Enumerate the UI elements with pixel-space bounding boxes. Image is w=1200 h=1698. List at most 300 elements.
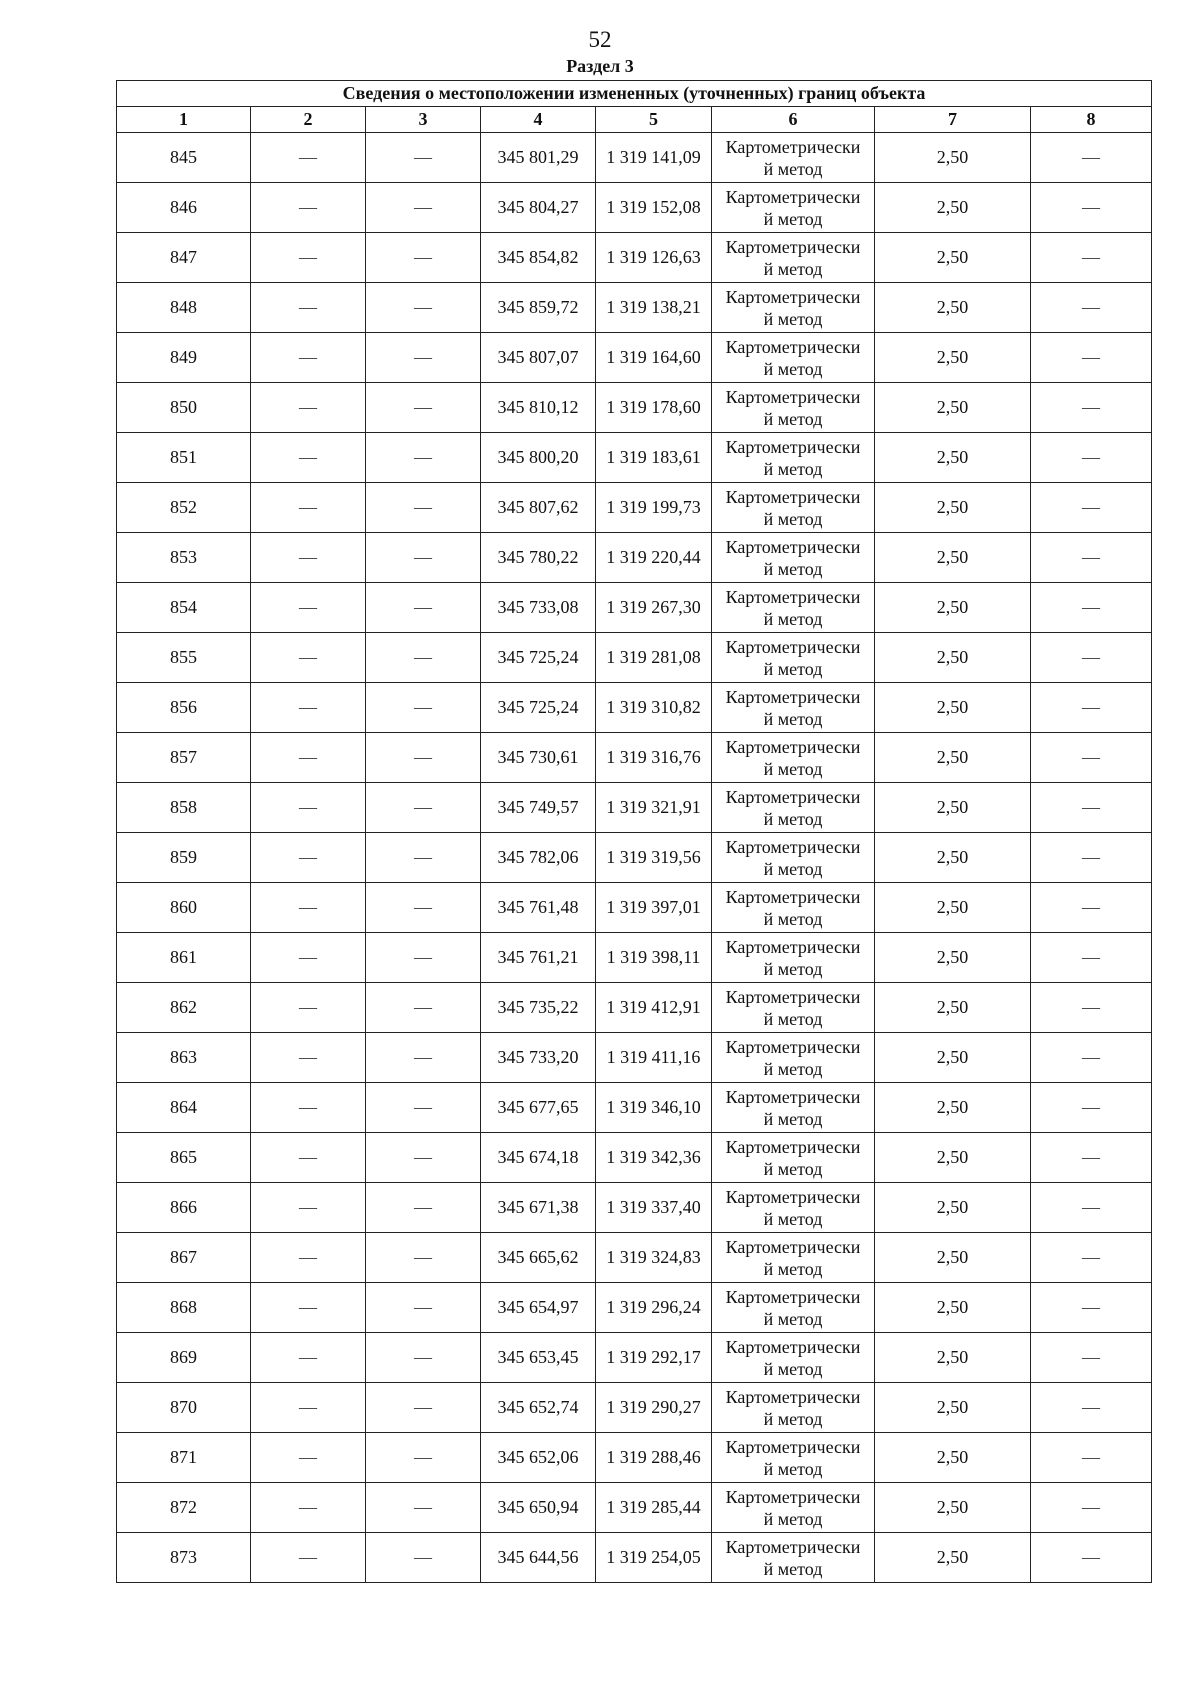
x-coordinate-cell: 345 730,61: [481, 733, 596, 783]
table-row: [117, 383, 1152, 433]
table-row: [117, 983, 1152, 1033]
point-number-cell: 859: [117, 833, 251, 883]
column-2-cell: —: [251, 383, 366, 433]
method-text-line-2: й метод: [763, 358, 823, 379]
method-text-line-2: й метод: [763, 1108, 823, 1129]
column-3-cell: —: [366, 1533, 481, 1583]
table-row: [117, 833, 1152, 883]
column-8-cell: —: [1031, 783, 1152, 833]
column-2-cell: —: [251, 983, 366, 1033]
method-cell: [712, 983, 875, 1033]
column-3-cell: —: [366, 1333, 481, 1383]
column-3-cell: —: [366, 633, 481, 683]
column-8-cell: —: [1031, 283, 1152, 333]
point-number-cell: 867: [117, 1233, 251, 1283]
method-cell: [712, 283, 875, 333]
accuracy-cell: 2,50: [875, 533, 1031, 583]
table-row: [117, 783, 1152, 833]
column-8-cell: —: [1031, 883, 1152, 933]
column-2-cell: —: [251, 433, 366, 483]
x-coordinate-cell: 345 801,29: [481, 133, 596, 183]
column-3-cell: —: [366, 533, 481, 583]
y-coordinate-cell: 1 319 164,60: [596, 333, 712, 383]
point-number-cell: 864: [117, 1083, 251, 1133]
accuracy-cell: 2,50: [875, 783, 1031, 833]
y-coordinate-cell: 1 319 310,82: [596, 683, 712, 733]
y-coordinate-cell: 1 319 254,05: [596, 1533, 712, 1583]
x-coordinate-cell: 345 733,20: [481, 1033, 596, 1083]
point-number-cell: 872: [117, 1483, 251, 1533]
method-cell: [712, 183, 875, 233]
method-text-line-2: й метод: [763, 758, 823, 779]
column-3-cell: —: [366, 583, 481, 633]
x-coordinate-cell: 345 761,48: [481, 883, 596, 933]
y-coordinate-cell: 1 319 126,63: [596, 233, 712, 283]
method-text-line-2: й метод: [763, 408, 823, 429]
accuracy-cell: 2,50: [875, 1083, 1031, 1133]
method-text-line-1: Картометрически: [725, 736, 861, 757]
column-2-cell: —: [251, 1083, 366, 1133]
column-8-cell: —: [1031, 1383, 1152, 1433]
y-coordinate-cell: 1 319 346,10: [596, 1083, 712, 1133]
point-number-cell: 862: [117, 983, 251, 1033]
column-number-row: [117, 107, 1152, 133]
y-coordinate-cell: 1 319 319,56: [596, 833, 712, 883]
point-number-cell: 858: [117, 783, 251, 833]
accuracy-cell: 2,50: [875, 1333, 1031, 1383]
column-header-6: 6: [712, 107, 875, 133]
accuracy-cell: 2,50: [875, 1233, 1031, 1283]
accuracy-cell: 2,50: [875, 833, 1031, 883]
y-coordinate-cell: 1 319 138,21: [596, 283, 712, 333]
column-3-cell: —: [366, 883, 481, 933]
column-3-cell: —: [366, 783, 481, 833]
column-2-cell: —: [251, 133, 366, 183]
column-3-cell: —: [366, 483, 481, 533]
table-caption: Сведения о местоположении измененных (уточненных) границ объекта: [117, 81, 1152, 107]
table-row: [117, 433, 1152, 483]
table-row: [117, 1483, 1152, 1533]
x-coordinate-cell: 345 725,24: [481, 683, 596, 733]
x-coordinate-cell: 345 810,12: [481, 383, 596, 433]
method-text-line-2: й метод: [763, 558, 823, 579]
column-header-5: 5: [596, 107, 712, 133]
y-coordinate-cell: 1 319 337,40: [596, 1183, 712, 1233]
point-number-cell: 855: [117, 633, 251, 683]
point-number-cell: 854: [117, 583, 251, 633]
method-text-line-1: Картометрически: [725, 1536, 861, 1557]
accuracy-cell: 2,50: [875, 333, 1031, 383]
x-coordinate-cell: 345 761,21: [481, 933, 596, 983]
table-row: [117, 1183, 1152, 1233]
table-row: [117, 533, 1152, 583]
y-coordinate-cell: 1 319 342,36: [596, 1133, 712, 1183]
table-row: [117, 883, 1152, 933]
method-text-line-1: Картометрически: [725, 1486, 861, 1507]
column-8-cell: —: [1031, 1133, 1152, 1183]
method-cell: [712, 1233, 875, 1283]
method-cell: [712, 883, 875, 933]
method-text-line-1: Картометрически: [725, 336, 861, 357]
method-text-line-2: й метод: [763, 858, 823, 879]
table-row: [117, 1083, 1152, 1133]
column-8-cell: —: [1031, 1083, 1152, 1133]
column-8-cell: —: [1031, 1033, 1152, 1083]
column-3-cell: —: [366, 283, 481, 333]
method-text-line-1: Картометрически: [725, 1236, 861, 1257]
table-row: [117, 333, 1152, 383]
accuracy-cell: 2,50: [875, 683, 1031, 733]
column-2-cell: —: [251, 533, 366, 583]
method-text-line-1: Картометрически: [725, 836, 861, 857]
y-coordinate-cell: 1 319 285,44: [596, 1483, 712, 1533]
y-coordinate-cell: 1 319 141,09: [596, 133, 712, 183]
table-row: [117, 1433, 1152, 1483]
method-cell: [712, 633, 875, 683]
accuracy-cell: 2,50: [875, 483, 1031, 533]
column-header-3: 3: [366, 107, 481, 133]
method-text-line-2: й метод: [763, 958, 823, 979]
method-cell: [712, 1183, 875, 1233]
method-cell: [712, 833, 875, 883]
method-text-line-1: Картометрически: [725, 1036, 861, 1057]
y-coordinate-cell: 1 319 220,44: [596, 533, 712, 583]
method-text-line-2: й метод: [763, 1208, 823, 1229]
method-cell: [712, 533, 875, 583]
method-cell: [712, 433, 875, 483]
accuracy-cell: 2,50: [875, 583, 1031, 633]
x-coordinate-cell: 345 749,57: [481, 783, 596, 833]
column-header-8: 8: [1031, 107, 1152, 133]
y-coordinate-cell: 1 319 183,61: [596, 433, 712, 483]
y-coordinate-cell: 1 319 199,73: [596, 483, 712, 533]
table-row: [117, 583, 1152, 633]
accuracy-cell: 2,50: [875, 1533, 1031, 1583]
column-3-cell: —: [366, 333, 481, 383]
method-text-line-2: й метод: [763, 1008, 823, 1029]
method-cell: [712, 383, 875, 433]
method-cell: [712, 933, 875, 983]
y-coordinate-cell: 1 319 267,30: [596, 583, 712, 633]
method-text-line-1: Картометрически: [725, 986, 861, 1007]
column-8-cell: —: [1031, 933, 1152, 983]
method-text-line-1: Картометрически: [725, 786, 861, 807]
column-8-cell: —: [1031, 1283, 1152, 1333]
method-text-line-2: й метод: [763, 508, 823, 529]
column-8-cell: —: [1031, 1233, 1152, 1283]
point-number-cell: 847: [117, 233, 251, 283]
section-title: Раздел 3: [566, 56, 634, 76]
column-2-cell: —: [251, 1033, 366, 1083]
table-row: [117, 933, 1152, 983]
y-coordinate-cell: 1 319 316,76: [596, 733, 712, 783]
method-text-line-1: Картометрически: [725, 536, 861, 557]
method-text-line-1: Картометрически: [725, 1186, 861, 1207]
column-8-cell: —: [1031, 1483, 1152, 1533]
point-number-cell: 848: [117, 283, 251, 333]
method-text-line-2: й метод: [763, 1458, 823, 1479]
x-coordinate-cell: 345 807,07: [481, 333, 596, 383]
x-coordinate-cell: 345 733,08: [481, 583, 596, 633]
point-number-cell: 865: [117, 1133, 251, 1183]
point-number-cell: 853: [117, 533, 251, 583]
method-text-line-1: Картометрически: [725, 186, 861, 207]
method-text-line-2: й метод: [763, 908, 823, 929]
method-text-line-2: й метод: [763, 158, 823, 179]
accuracy-cell: 2,50: [875, 1383, 1031, 1433]
x-coordinate-cell: 345 671,38: [481, 1183, 596, 1233]
accuracy-cell: 2,50: [875, 133, 1031, 183]
method-cell: [712, 333, 875, 383]
method-cell: [712, 1383, 875, 1433]
y-coordinate-cell: 1 319 296,24: [596, 1283, 712, 1333]
table-row: [117, 1533, 1152, 1583]
method-cell: [712, 483, 875, 533]
x-coordinate-cell: 345 650,94: [481, 1483, 596, 1533]
column-2-cell: —: [251, 933, 366, 983]
method-text-line-1: Картометрически: [725, 686, 861, 707]
method-text-line-1: Картометрически: [725, 936, 861, 957]
column-3-cell: —: [366, 733, 481, 783]
column-2-cell: —: [251, 683, 366, 733]
table-row: [117, 133, 1152, 183]
method-text-line-2: й метод: [763, 608, 823, 629]
column-3-cell: —: [366, 233, 481, 283]
method-text-line-1: Картометрически: [725, 636, 861, 657]
table-row: [117, 1033, 1152, 1083]
column-2-cell: —: [251, 883, 366, 933]
page-number: 52: [588, 27, 612, 52]
method-cell: [712, 1133, 875, 1183]
method-text-line-2: й метод: [763, 658, 823, 679]
column-8-cell: —: [1031, 1183, 1152, 1233]
column-2-cell: —: [251, 333, 366, 383]
column-3-cell: —: [366, 683, 481, 733]
table-row: [117, 1133, 1152, 1183]
column-2-cell: —: [251, 1133, 366, 1183]
method-cell: [712, 733, 875, 783]
x-coordinate-cell: 345 677,65: [481, 1083, 596, 1133]
column-8-cell: —: [1031, 483, 1152, 533]
x-coordinate-cell: 345 665,62: [481, 1233, 596, 1283]
point-number-cell: 863: [117, 1033, 251, 1083]
accuracy-cell: 2,50: [875, 1183, 1031, 1233]
column-8-cell: —: [1031, 833, 1152, 883]
method-text-line-2: й метод: [763, 1408, 823, 1429]
method-text-line-1: Картометрически: [725, 236, 861, 257]
y-coordinate-cell: 1 319 411,16: [596, 1033, 712, 1083]
column-8-cell: —: [1031, 1533, 1152, 1583]
method-cell: [712, 1283, 875, 1333]
column-2-cell: —: [251, 283, 366, 333]
y-coordinate-cell: 1 319 397,01: [596, 883, 712, 933]
table-row: [117, 233, 1152, 283]
x-coordinate-cell: 345 674,18: [481, 1133, 596, 1183]
column-8-cell: —: [1031, 383, 1152, 433]
column-8-cell: —: [1031, 533, 1152, 583]
point-number-cell: 868: [117, 1283, 251, 1333]
method-text-line-2: й метод: [763, 208, 823, 229]
x-coordinate-cell: 345 653,45: [481, 1333, 596, 1383]
y-coordinate-cell: 1 319 321,91: [596, 783, 712, 833]
column-3-cell: —: [366, 183, 481, 233]
point-number-cell: 860: [117, 883, 251, 933]
x-coordinate-cell: 345 780,22: [481, 533, 596, 583]
method-text-line-2: й метод: [763, 1158, 823, 1179]
column-3-cell: —: [366, 1483, 481, 1533]
column-3-cell: —: [366, 433, 481, 483]
column-2-cell: —: [251, 833, 366, 883]
column-3-cell: —: [366, 1233, 481, 1283]
x-coordinate-cell: 345 654,97: [481, 1283, 596, 1333]
column-2-cell: —: [251, 583, 366, 633]
column-2-cell: —: [251, 1383, 366, 1433]
method-text-line-2: й метод: [763, 258, 823, 279]
column-header-2: 2: [251, 107, 366, 133]
method-text-line-1: Картометрически: [725, 586, 861, 607]
column-8-cell: —: [1031, 583, 1152, 633]
y-coordinate-cell: 1 319 152,08: [596, 183, 712, 233]
column-2-cell: —: [251, 1483, 366, 1533]
column-2-cell: —: [251, 1333, 366, 1383]
method-text-line-1: Картометрически: [725, 1336, 861, 1357]
x-coordinate-cell: 345 859,72: [481, 283, 596, 333]
method-text-line-2: й метод: [763, 308, 823, 329]
column-3-cell: —: [366, 833, 481, 883]
method-cell: [712, 233, 875, 283]
method-text-line-2: й метод: [763, 1308, 823, 1329]
method-text-line-1: Картометрически: [725, 136, 861, 157]
column-header-1: 1: [117, 107, 251, 133]
method-text-line-1: Картометрически: [725, 1436, 861, 1457]
column-header-4: 4: [481, 107, 596, 133]
method-text-line-1: Картометрически: [725, 886, 861, 907]
method-text-line-1: Картометрически: [725, 486, 861, 507]
point-number-cell: 850: [117, 383, 251, 433]
column-3-cell: —: [366, 1183, 481, 1233]
point-number-cell: 873: [117, 1533, 251, 1583]
y-coordinate-cell: 1 319 398,11: [596, 933, 712, 983]
accuracy-cell: 2,50: [875, 433, 1031, 483]
column-3-cell: —: [366, 1033, 481, 1083]
method-cell: [712, 1083, 875, 1133]
y-coordinate-cell: 1 319 292,17: [596, 1333, 712, 1383]
column-2-cell: —: [251, 633, 366, 683]
x-coordinate-cell: 345 652,06: [481, 1433, 596, 1483]
accuracy-cell: 2,50: [875, 183, 1031, 233]
method-cell: [712, 1533, 875, 1583]
x-coordinate-cell: 345 782,06: [481, 833, 596, 883]
column-8-cell: —: [1031, 333, 1152, 383]
column-3-cell: —: [366, 1383, 481, 1433]
y-coordinate-cell: 1 319 178,60: [596, 383, 712, 433]
table-row: [117, 283, 1152, 333]
method-cell: [712, 583, 875, 633]
method-text-line-2: й метод: [763, 1358, 823, 1379]
x-coordinate-cell: 345 652,74: [481, 1383, 596, 1433]
method-text-line-1: Картометрически: [725, 1386, 861, 1407]
x-coordinate-cell: 345 804,27: [481, 183, 596, 233]
column-8-cell: —: [1031, 983, 1152, 1033]
column-3-cell: —: [366, 383, 481, 433]
accuracy-cell: 2,50: [875, 883, 1031, 933]
column-8-cell: —: [1031, 683, 1152, 733]
table-row: [117, 633, 1152, 683]
y-coordinate-cell: 1 319 281,08: [596, 633, 712, 683]
boundary-points-table: [116, 80, 1152, 1583]
point-number-cell: 871: [117, 1433, 251, 1483]
accuracy-cell: 2,50: [875, 633, 1031, 683]
column-3-cell: —: [366, 133, 481, 183]
column-2-cell: —: [251, 783, 366, 833]
method-text-line-2: й метод: [763, 1558, 823, 1579]
table-row: [117, 683, 1152, 733]
column-2-cell: —: [251, 1233, 366, 1283]
table-row: [117, 483, 1152, 533]
point-number-cell: 849: [117, 333, 251, 383]
y-coordinate-cell: 1 319 412,91: [596, 983, 712, 1033]
method-cell: [712, 683, 875, 733]
table-row: [117, 183, 1152, 233]
column-2-cell: —: [251, 733, 366, 783]
column-3-cell: —: [366, 933, 481, 983]
method-cell: [712, 1483, 875, 1533]
column-3-cell: —: [366, 1133, 481, 1183]
x-coordinate-cell: 345 735,22: [481, 983, 596, 1033]
column-8-cell: —: [1031, 1433, 1152, 1483]
point-number-cell: 869: [117, 1333, 251, 1383]
column-8-cell: —: [1031, 633, 1152, 683]
x-coordinate-cell: 345 725,24: [481, 633, 596, 683]
method-cell: [712, 1433, 875, 1483]
column-2-cell: —: [251, 483, 366, 533]
accuracy-cell: 2,50: [875, 1483, 1031, 1533]
column-8-cell: —: [1031, 433, 1152, 483]
column-3-cell: —: [366, 1083, 481, 1133]
table-row: [117, 733, 1152, 783]
column-2-cell: —: [251, 1433, 366, 1483]
method-text-line-1: Картометрически: [725, 286, 861, 307]
method-cell: [712, 1333, 875, 1383]
method-text-line-2: й метод: [763, 1508, 823, 1529]
table-row: [117, 1383, 1152, 1433]
y-coordinate-cell: 1 319 288,46: [596, 1433, 712, 1483]
point-number-cell: 856: [117, 683, 251, 733]
accuracy-cell: 2,50: [875, 1433, 1031, 1483]
method-text-line-1: Картометрически: [725, 386, 861, 407]
point-number-cell: 852: [117, 483, 251, 533]
x-coordinate-cell: 345 800,20: [481, 433, 596, 483]
column-3-cell: —: [366, 1433, 481, 1483]
x-coordinate-cell: 345 854,82: [481, 233, 596, 283]
method-text-line-2: й метод: [763, 1058, 823, 1079]
method-text-line-2: й метод: [763, 808, 823, 829]
column-8-cell: —: [1031, 183, 1152, 233]
point-number-cell: 866: [117, 1183, 251, 1233]
point-number-cell: 857: [117, 733, 251, 783]
accuracy-cell: 2,50: [875, 933, 1031, 983]
accuracy-cell: 2,50: [875, 1133, 1031, 1183]
accuracy-cell: 2,50: [875, 983, 1031, 1033]
column-2-cell: —: [251, 1283, 366, 1333]
x-coordinate-cell: 345 644,56: [481, 1533, 596, 1583]
accuracy-cell: 2,50: [875, 733, 1031, 783]
column-3-cell: —: [366, 983, 481, 1033]
accuracy-cell: 2,50: [875, 283, 1031, 333]
method-text-line-1: Картометрически: [725, 1086, 861, 1107]
method-text-line-2: й метод: [763, 1258, 823, 1279]
table-row: [117, 1283, 1152, 1333]
